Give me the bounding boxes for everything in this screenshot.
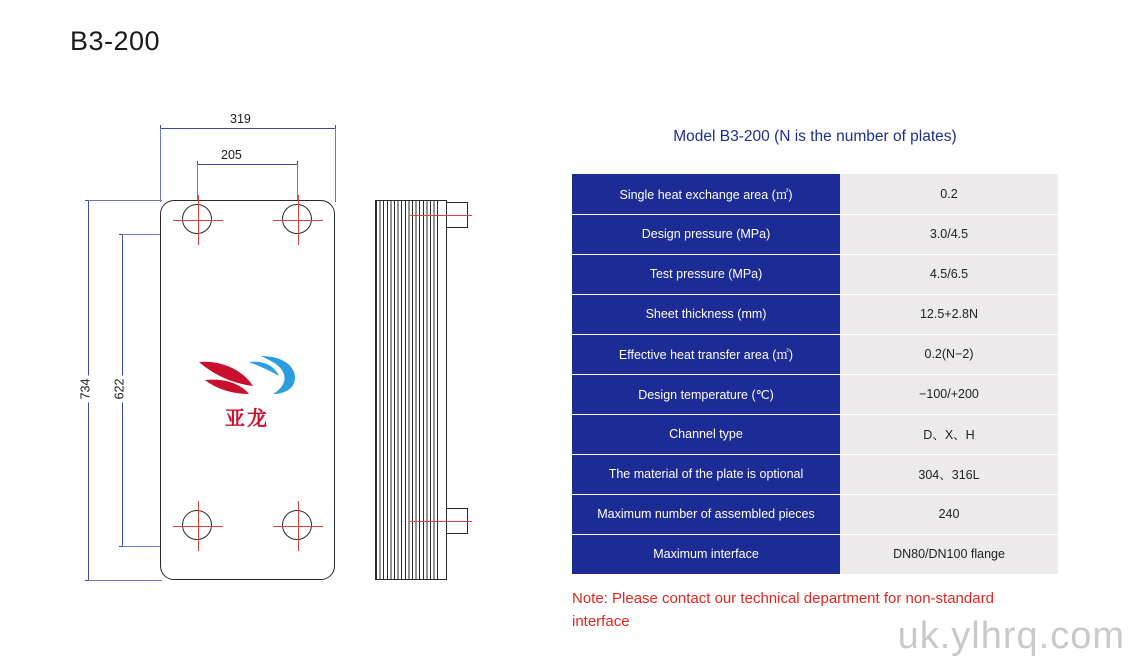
dim-ext-line	[160, 128, 161, 202]
brand-logo	[191, 350, 303, 430]
table-row	[572, 494, 1058, 534]
table-row	[572, 334, 1058, 374]
dim-label-height-outer: 734	[78, 376, 92, 403]
technical-drawing	[60, 100, 560, 620]
table-row	[572, 534, 1058, 574]
dim-label-height-inner: 622	[112, 376, 126, 403]
spec-label: Single heat exchange area (㎡)	[572, 174, 840, 214]
dim-label-width-inner: 205	[218, 148, 245, 162]
spec-value: 240	[840, 494, 1058, 534]
spec-value: DN80/DN100 flange	[840, 534, 1058, 574]
spec-value: −100/+200	[840, 374, 1058, 414]
watermark: uk.ylhrq.com	[897, 615, 1125, 657]
table-row	[572, 294, 1058, 334]
specification-table-body	[572, 174, 1058, 574]
page-title: B3-200	[70, 26, 161, 56]
table-row	[572, 454, 1058, 494]
port-crosshair-vertical	[198, 195, 199, 245]
port-top-left	[182, 204, 212, 234]
port-top-right	[282, 204, 312, 234]
port-crosshair-vertical	[298, 501, 299, 551]
spec-label: Maximum number of assembled pieces	[572, 494, 840, 534]
dim-line-width-inner	[197, 164, 297, 165]
side-view-end-plate	[437, 201, 446, 579]
dim-line-width-outer	[160, 128, 335, 129]
port-bottom-left	[182, 510, 212, 540]
table-heading: Model B3-200 (N is the number of plates)	[673, 128, 957, 145]
dim-ext-line	[335, 128, 336, 202]
spec-value: D、X、H	[840, 414, 1058, 454]
note-text: Note: Please contact our technical department for non-standard interface	[572, 590, 994, 630]
port-crosshair-vertical	[298, 195, 299, 245]
spec-value: 4.5/6.5	[840, 254, 1058, 294]
specification-table	[572, 174, 1058, 575]
spec-label: Test pressure (MPa)	[572, 254, 840, 294]
nozzle-centerline-top	[410, 215, 472, 216]
spec-label: Design pressure (MPa)	[572, 214, 840, 254]
logo-mark-icon	[191, 350, 303, 402]
table-row	[572, 174, 1058, 214]
spec-label: Effective heat transfer area (㎡)	[572, 334, 840, 374]
spec-value: 0.2	[840, 174, 1058, 214]
table-row	[572, 214, 1058, 254]
spec-value: 12.5+2.8N	[840, 294, 1058, 334]
spec-label: The material of the plate is optional	[572, 454, 840, 494]
port-crosshair-vertical	[198, 501, 199, 551]
table-row	[572, 254, 1058, 294]
spec-label: Channel type	[572, 414, 840, 454]
logo-text: 亚龙	[225, 406, 269, 430]
spec-value: 0.2(N−2)	[840, 334, 1058, 374]
dim-ext-line	[88, 200, 162, 201]
spec-value: 304、316L	[840, 454, 1058, 494]
table-row	[572, 374, 1058, 414]
spec-label: Sheet thickness (mm)	[572, 294, 840, 334]
port-bottom-right	[282, 510, 312, 540]
dim-label-width-outer: 319	[227, 112, 254, 126]
spec-label: Design temperature (℃)	[572, 374, 840, 414]
nozzle-centerline-bottom	[410, 521, 472, 522]
dim-ext-line	[88, 580, 162, 581]
side-view-plate-pack	[376, 201, 438, 579]
spec-label: Maximum interface	[572, 534, 840, 574]
table-row	[572, 414, 1058, 454]
spec-value: 3.0/4.5	[840, 214, 1058, 254]
